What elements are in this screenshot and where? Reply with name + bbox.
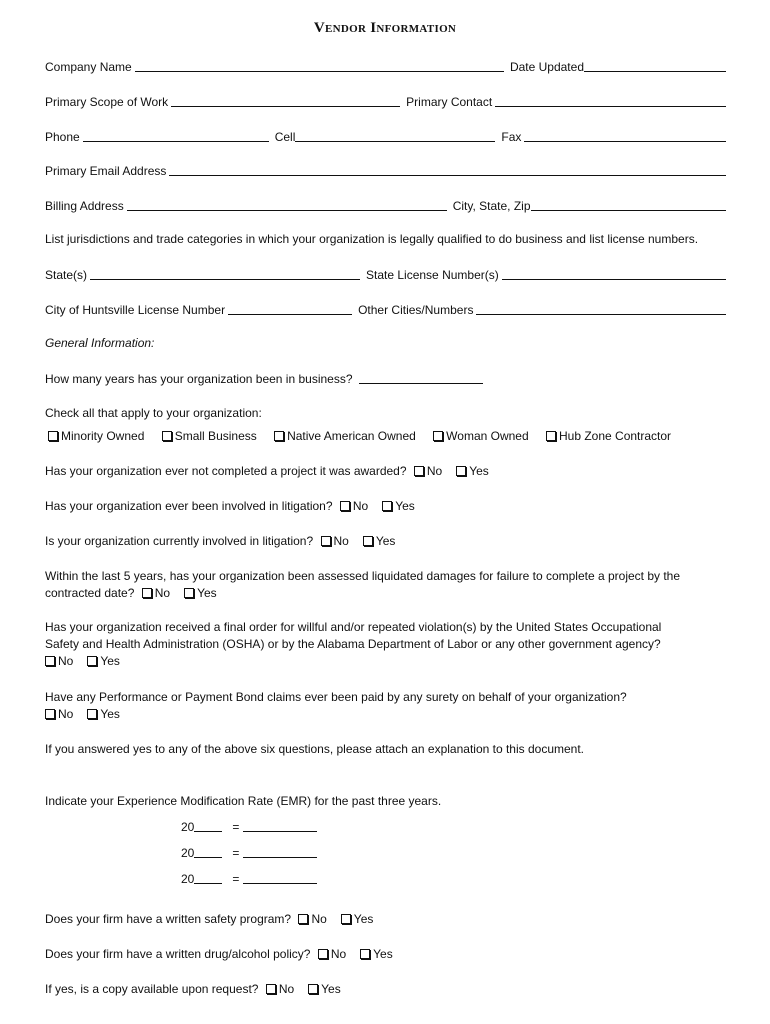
primary-contact-label: Primary Contact (406, 95, 493, 109)
checkbox-icon[interactable] (321, 536, 331, 546)
answer-no[interactable]: No (45, 653, 73, 670)
answer-no[interactable]: No (318, 946, 346, 963)
huntsville-license-label: City of Huntsville License Number (45, 303, 226, 317)
question-osha: Has your organization received a final order for willful and/or repeated violation(s) by the United States Occupational Safety and Health Administration (OSHA) or by the Alabama Department of Labor or any other government agency? No Yes (45, 620, 662, 668)
answer-no[interactable]: No (142, 585, 170, 602)
question-not-completed: Has your organization ever not completed a project it was awarded? No Yes (45, 464, 489, 478)
question-liquidated-damages: Within the last 5 years, has your organization been assessed liquidated damages for failure to complete a project by the contracted date? No Yes (45, 569, 681, 600)
emr-rate-field-3[interactable] (243, 871, 317, 884)
emr-row-3: 20 = (181, 870, 317, 886)
states-field[interactable] (90, 267, 360, 280)
question-safety-program: Does your firm have a written safety program? No Yes (45, 912, 374, 926)
billing-address-label: Billing Address (45, 199, 124, 213)
checkbox-icon[interactable] (363, 536, 373, 546)
checkbox-icon[interactable] (87, 656, 97, 666)
org-type-options (48, 428, 730, 445)
emr-row-2: 20 = (181, 844, 317, 860)
years-field[interactable] (359, 371, 483, 384)
checkbox-icon[interactable] (184, 588, 194, 598)
option-woman-owned[interactable]: Woman Owned (433, 428, 528, 445)
fax-label: Fax (501, 130, 522, 144)
checkbox-icon[interactable] (87, 709, 97, 719)
date-updated-label: Date Updated (509, 60, 584, 74)
answer-yes[interactable]: Yes (382, 498, 415, 515)
checkbox-icon[interactable] (298, 914, 308, 924)
checkbox-icon[interactable] (266, 984, 276, 994)
emr-prompt: Indicate your Experience Modification Rate (EMR) for the past three years. (45, 794, 442, 808)
billing-address-field[interactable] (127, 198, 447, 211)
phone-label: Phone (45, 130, 80, 144)
question-drug-policy: Does your firm have a written drug/alcohol policy? No Yes (45, 947, 393, 961)
checkbox-icon[interactable] (414, 466, 424, 476)
checkbox-icon[interactable] (48, 431, 58, 441)
other-cities-label: Other Cities/Numbers (358, 303, 474, 317)
company-name-field[interactable] (135, 59, 504, 72)
checkbox-icon[interactable] (45, 709, 55, 719)
check-all-label: Check all that apply to your organization: (45, 406, 262, 420)
explanation-note: If you answered yes to any of the above six questions, please attach an explanation to this document. (45, 742, 585, 756)
city-state-zip-field[interactable] (531, 198, 726, 211)
email-row (45, 162, 726, 178)
answer-no[interactable]: No (266, 981, 294, 998)
years-question: How many years has your organization been in business? (45, 372, 353, 386)
cell-label: Cell (274, 130, 296, 144)
company-row (45, 58, 726, 74)
answer-no[interactable]: No (298, 911, 326, 928)
states-label: State(s) (45, 268, 88, 282)
checkbox-icon[interactable] (308, 984, 318, 994)
scope-of-work-field[interactable] (171, 94, 400, 107)
answer-yes[interactable]: Yes (87, 653, 120, 670)
company-name-label: Company Name (45, 60, 132, 74)
question-litigation-ever: Has your organization ever been involved in litigation? No Yes (45, 499, 415, 513)
answer-yes[interactable]: Yes (456, 463, 489, 480)
answer-no[interactable]: No (321, 533, 349, 550)
phone-row (45, 128, 726, 144)
answer-yes[interactable]: Yes (184, 585, 217, 602)
option-hub-zone-contractor[interactable]: Hub Zone Contractor (546, 428, 671, 445)
emr-year-field-2[interactable] (194, 845, 222, 858)
emr-rate-field-1[interactable] (243, 819, 317, 832)
checkbox-icon[interactable] (341, 914, 351, 924)
checkbox-icon[interactable] (318, 949, 328, 959)
answer-yes[interactable]: Yes (87, 706, 120, 723)
state-license-field[interactable] (502, 267, 726, 280)
question-copy-available: If yes, is a copy available upon request? No Yes (45, 982, 341, 996)
jurisdictions-note: List jurisdictions and trade categories in which your organization is legally qualified to do business and list license numbers. (45, 232, 699, 246)
checkbox-icon[interactable] (274, 431, 284, 441)
answer-no[interactable]: No (45, 706, 73, 723)
other-cities-field[interactable] (476, 302, 726, 315)
general-info-heading: General Information: (45, 336, 155, 350)
answer-yes[interactable]: Yes (308, 981, 341, 998)
scope-row (45, 93, 726, 109)
primary-contact-field[interactable] (495, 94, 726, 107)
cell-field[interactable] (295, 129, 495, 142)
checkbox-icon[interactable] (45, 656, 55, 666)
email-field[interactable] (169, 163, 726, 176)
city-state-zip-label: City, State, Zip (452, 199, 531, 213)
option-minority-owned[interactable]: Minority Owned (48, 428, 144, 445)
date-updated-field[interactable] (584, 59, 726, 72)
fax-field[interactable] (524, 129, 726, 142)
emr-row-1: 20 = (181, 818, 317, 834)
checkbox-icon[interactable] (456, 466, 466, 476)
answer-yes[interactable]: Yes (341, 911, 374, 928)
question-bond-claims: Have any Performance or Payment Bond claims ever been paid by any surety on behalf of your organization? No Yes (45, 690, 627, 721)
email-label: Primary Email Address (45, 164, 167, 178)
checkbox-icon[interactable] (142, 588, 152, 598)
billing-row (45, 197, 726, 213)
emr-rate-field-2[interactable] (243, 845, 317, 858)
checkbox-icon[interactable] (433, 431, 443, 441)
option-small-business[interactable]: Small Business (162, 428, 257, 445)
phone-field[interactable] (83, 129, 269, 142)
answer-yes[interactable]: Yes (360, 946, 393, 963)
state-license-label: State License Number(s) (366, 268, 499, 282)
scope-of-work-label: Primary Scope of Work (45, 95, 169, 109)
checkbox-icon[interactable] (546, 431, 556, 441)
years-row (45, 370, 726, 386)
checkbox-icon[interactable] (162, 431, 172, 441)
checkbox-icon[interactable] (382, 501, 392, 511)
checkbox-icon[interactable] (360, 949, 370, 959)
states-row (45, 266, 726, 282)
page-title: Vendor Information (313, 20, 457, 36)
answer-no[interactable]: No (340, 498, 368, 515)
emr-year-field-1[interactable] (194, 819, 222, 832)
emr-year-field-3[interactable] (194, 871, 222, 884)
huntsville-license-field[interactable] (228, 302, 352, 315)
question-litigation-now: Is your organization currently involved in litigation? No Yes (45, 534, 396, 548)
city-license-row (45, 301, 726, 317)
option-native-american-owned[interactable]: Native American Owned (274, 428, 416, 445)
answer-yes[interactable]: Yes (363, 533, 396, 550)
checkbox-icon[interactable] (340, 501, 350, 511)
answer-no[interactable]: No (414, 463, 442, 480)
